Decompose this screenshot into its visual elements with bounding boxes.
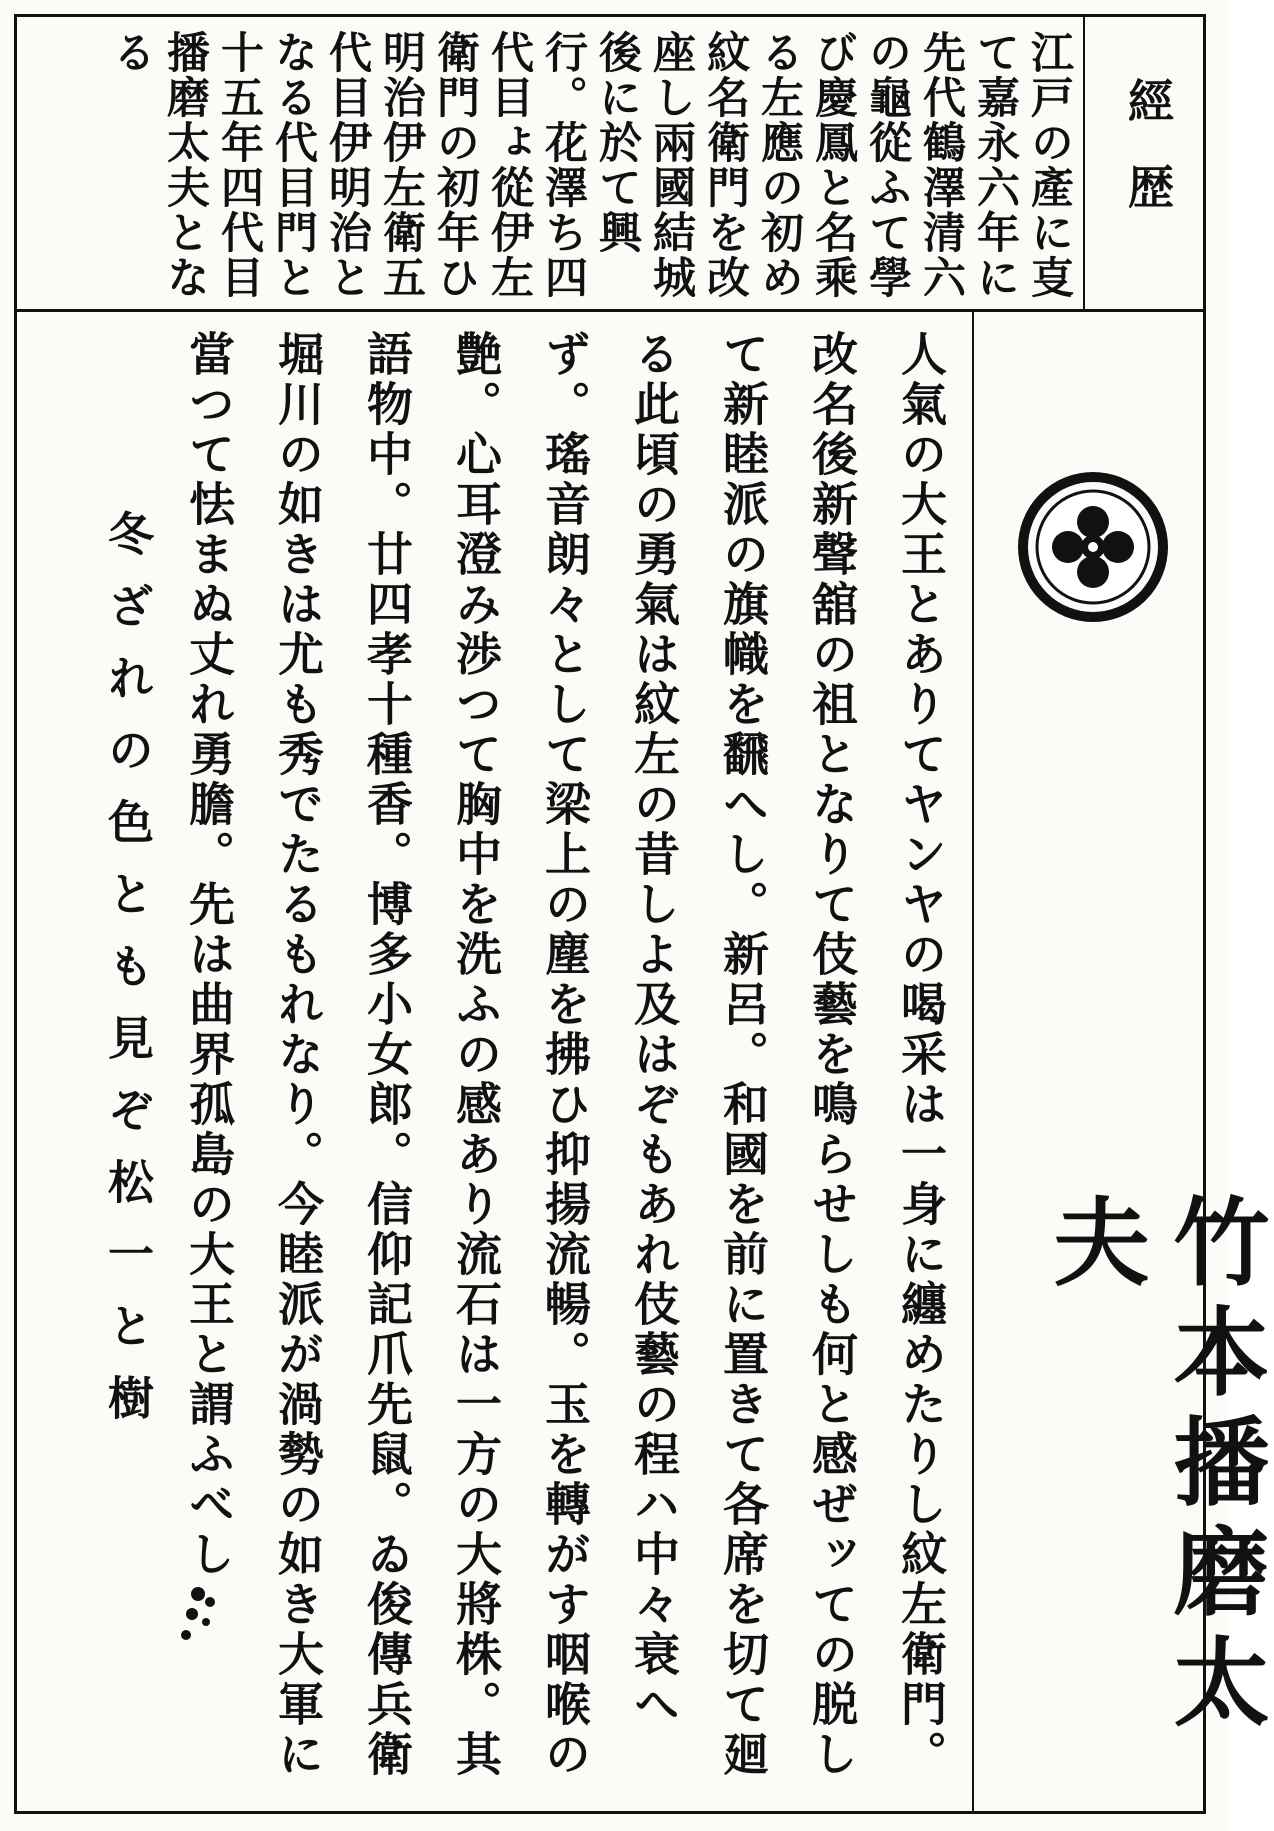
haiku: 冬ざれの色とも見ぞ松一と樹 [101, 510, 155, 1446]
history-label-box [1083, 17, 1203, 309]
performer-name: 竹本播磨太夫 [1038, 1192, 1271, 1742]
crest-icon [1018, 472, 1168, 622]
biography-paragraph: 人氣の大王とありてヤンヤの喝采は一身に纏めたりし紋左衛門。改名後新聲舘の祖となりて伎藝を鳴らせしも何と感ぜッての脱して新睦派の旗幟を飜へし。新呂。和國を前に置きて各席を切て廻る此頃の勇氣は紋左の昔しよ及はぞもあれ伎藝の程ハ中々衰へず。瑤音朗々として梁上の塵を拂ひ抑揚流暢。玉を轉がす咽喉の艶。心耳澄み渉つて胸中を洗ふの感あり流石は一方の大將株。其語物中。廿四孝十種香。博多小女郎。信仰記爪先鼠。ゐ俊傳兵衛堀川の如きは尤も秀でたるもれなり。今睦派が渦勢の如き大軍に當つて怯まぬ丈れ勇膽。先は曲界孤島の大王と謂ふべし [182, 330, 948, 1780]
history-label: 經歴 [1121, 77, 1175, 249]
biography-text [182, 330, 965, 1800]
history-section [14, 14, 1206, 312]
ink-blot-icon [178, 1580, 238, 1650]
title-column [972, 312, 1271, 1811]
history-text: 江戸の產に㕝て嘉永六年に先代鶴澤清六の龜從ふて學び慶鳳と名乘る左應の初め紋名衛門を改座し兩國結城後に於て興行。花澤ち四代目ょ從伊左衛門の初年ひ明治伊左衛五代目伊明治となる代目門と十五年四代目播磨太夫となる [106, 30, 1074, 300]
